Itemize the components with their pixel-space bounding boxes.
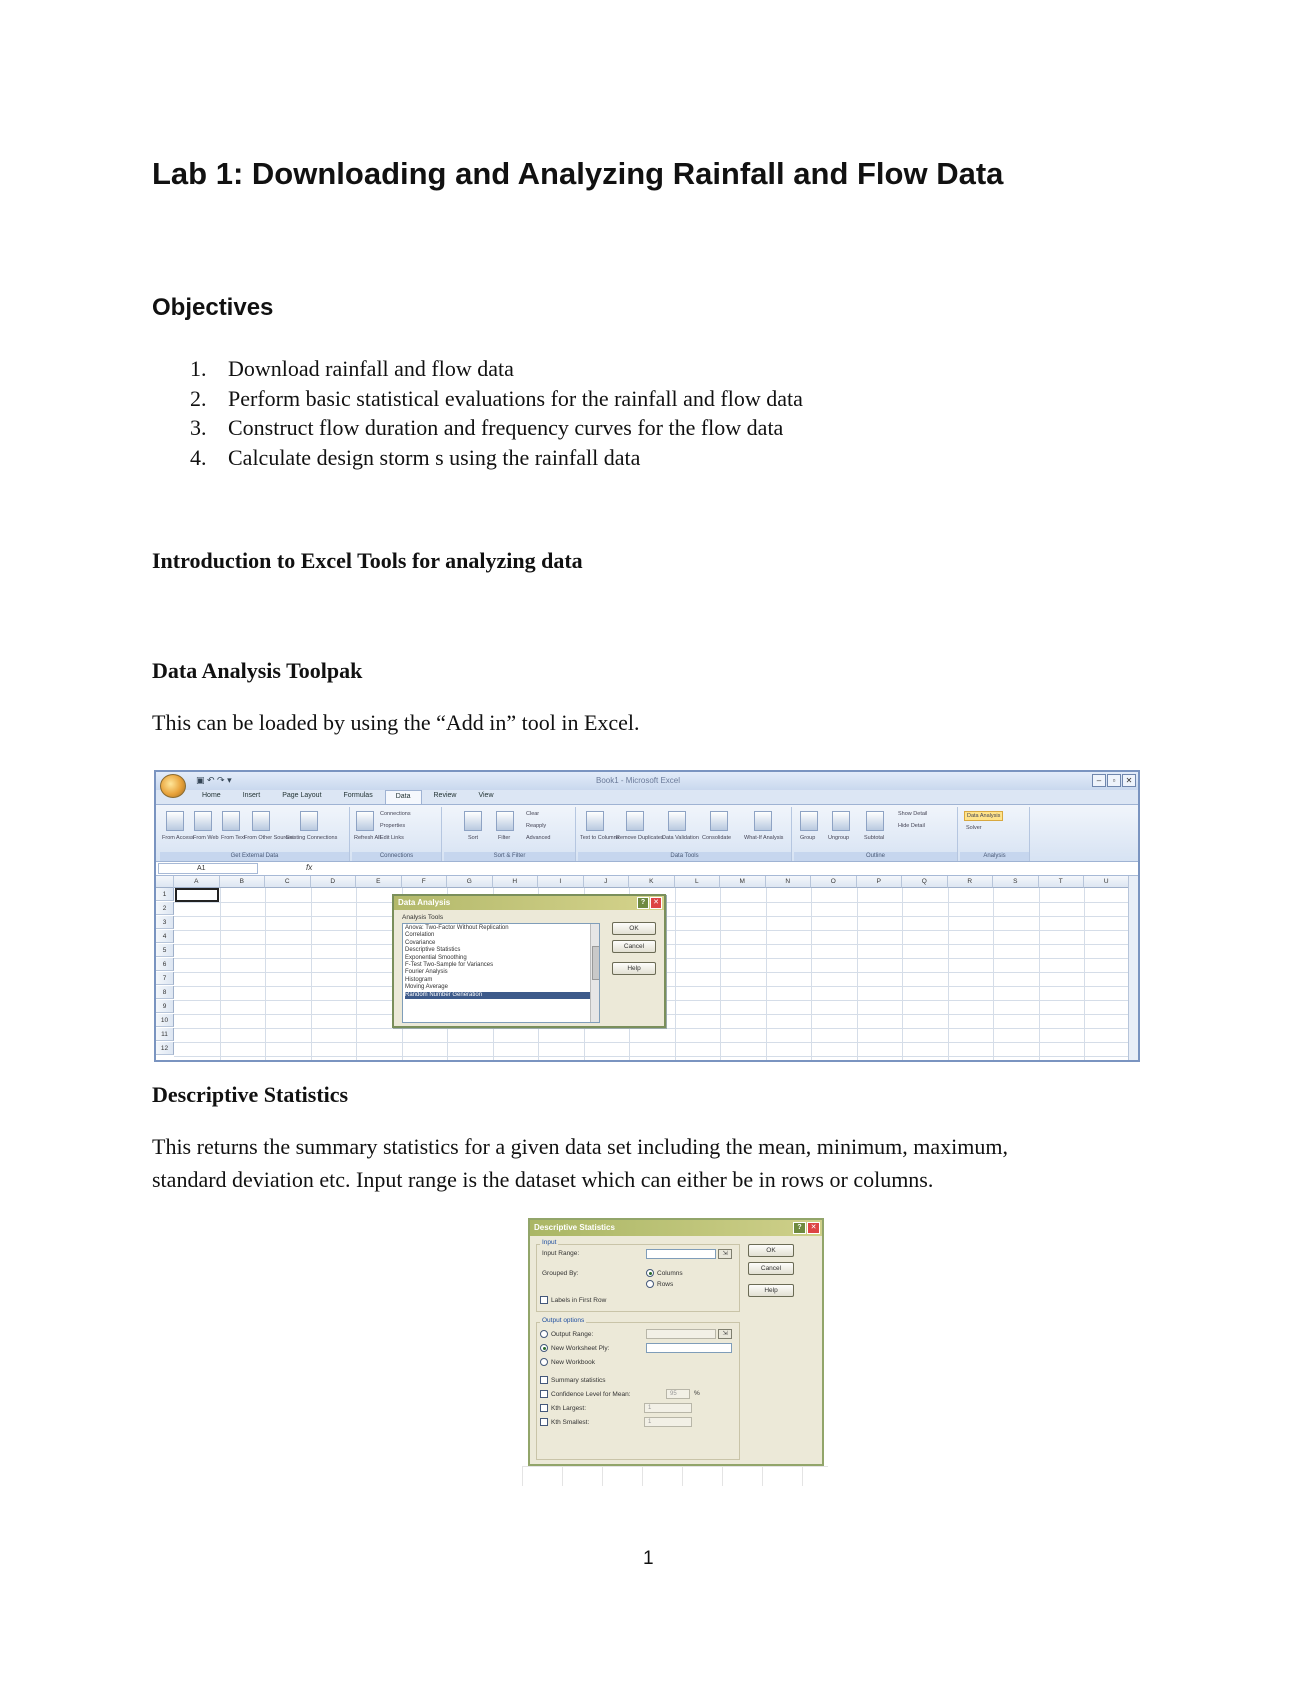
radio-icon bbox=[646, 1269, 654, 1277]
column-header[interactable]: O bbox=[811, 876, 857, 888]
close-icon[interactable]: ✕ bbox=[807, 1222, 820, 1234]
grid-line bbox=[720, 888, 721, 1062]
column-header[interactable]: F bbox=[402, 876, 448, 888]
analysis-tools-list[interactable] bbox=[402, 923, 600, 1023]
list-item: 4. Calculate design storm s using the rainfall data bbox=[190, 444, 641, 470]
group-connections: Refresh All Connections Properties Edit Links Connections bbox=[352, 807, 442, 861]
group-get-external-data: From Access From Web From Text From Other Sources Existing Connections Get External Data bbox=[160, 807, 350, 861]
summary-statistics-checkbox[interactable]: Summary statistics bbox=[540, 1376, 606, 1384]
column-header[interactable]: N bbox=[766, 876, 812, 888]
ribbon bbox=[156, 804, 1138, 862]
connections-button[interactable]: Connections bbox=[380, 811, 411, 817]
new-worksheet-radio[interactable]: New Worksheet Ply: bbox=[540, 1344, 609, 1352]
checkbox-icon bbox=[540, 1418, 548, 1426]
column-header[interactable]: U bbox=[1084, 876, 1130, 888]
edit-links-button[interactable]: Edit Links bbox=[380, 835, 404, 841]
existing-connections-icon[interactable] bbox=[300, 811, 318, 831]
tab-review[interactable]: Review bbox=[433, 792, 457, 799]
vertical-scrollbar[interactable] bbox=[1128, 876, 1138, 1062]
tab-page-layout[interactable]: Page Layout bbox=[282, 792, 322, 799]
from-access-icon[interactable] bbox=[166, 811, 184, 831]
descriptive-heading: Descriptive Statistics bbox=[152, 1082, 349, 1107]
consolidate-icon[interactable] bbox=[710, 811, 728, 831]
group-analysis: Data Analysis Solver Analysis bbox=[960, 807, 1030, 861]
new-workbook-radio[interactable]: New Workbook bbox=[540, 1358, 595, 1366]
row-header[interactable]: 10 bbox=[156, 1014, 174, 1027]
close-icon[interactable]: ✕ bbox=[1122, 774, 1136, 787]
list-item[interactable]: Histogram bbox=[405, 976, 433, 983]
row-header[interactable]: 7 bbox=[156, 972, 174, 985]
intro-heading: Introduction to Excel Tools for analyzing data bbox=[152, 548, 583, 573]
select-all-corner[interactable] bbox=[156, 876, 174, 888]
analysis-tools-label: Analysis Tools bbox=[402, 914, 444, 921]
from-other-sources-icon[interactable] bbox=[252, 811, 270, 831]
sort-icon[interactable] bbox=[464, 811, 482, 831]
checkbox-icon bbox=[540, 1404, 548, 1412]
data-analysis-button[interactable]: Data Analysis bbox=[964, 811, 1003, 821]
ok-button[interactable]: OK bbox=[748, 1244, 794, 1257]
descriptive-text-2: standard deviation etc. Input range is the dataset which can either be in rows or columns. bbox=[152, 1167, 934, 1192]
confidence-level-field[interactable]: 95 bbox=[666, 1389, 690, 1399]
column-header[interactable]: R bbox=[948, 876, 994, 888]
grid-line bbox=[174, 1056, 1140, 1057]
list-item[interactable]: Exponential Smoothing bbox=[405, 954, 467, 961]
column-header[interactable]: I bbox=[538, 876, 584, 888]
grid-line bbox=[948, 888, 949, 1062]
row-header[interactable]: 12 bbox=[156, 1042, 174, 1055]
grid-line bbox=[675, 888, 676, 1062]
labels-first-row-checkbox[interactable]: Labels in First Row bbox=[540, 1296, 606, 1304]
objectives-heading: Objectives bbox=[152, 294, 274, 321]
dialog-title: Data Analysis ? ✕ bbox=[394, 896, 664, 910]
checkbox-icon bbox=[540, 1296, 548, 1304]
column-header[interactable]: M bbox=[720, 876, 766, 888]
grid-line bbox=[311, 888, 312, 1062]
tab-data[interactable]: Data bbox=[385, 790, 422, 804]
radio-icon bbox=[540, 1358, 548, 1366]
column-header[interactable]: B bbox=[220, 876, 266, 888]
column-header[interactable]: G bbox=[447, 876, 493, 888]
from-text-icon[interactable] bbox=[222, 811, 240, 831]
list-item[interactable]: F-Test Two-Sample for Variances bbox=[405, 962, 494, 969]
grid-line bbox=[857, 888, 858, 1062]
radio-icon bbox=[646, 1280, 654, 1288]
column-header[interactable]: A bbox=[174, 876, 220, 888]
row-header[interactable]: 9 bbox=[156, 1000, 174, 1013]
refresh-all-icon[interactable] bbox=[356, 811, 374, 831]
grid-line bbox=[174, 1042, 1140, 1043]
descriptive-text-1: This returns the summary statistics for a given data set including the mean, minimum, maximum, bbox=[152, 1134, 1009, 1159]
confidence-level-checkbox[interactable]: Confidence Level for Mean: bbox=[540, 1390, 631, 1398]
group-icon[interactable] bbox=[800, 811, 818, 831]
grid-line bbox=[356, 888, 357, 1062]
excel-screenshot bbox=[154, 770, 1140, 1062]
what-if-analysis-icon[interactable] bbox=[754, 811, 772, 831]
remove-duplicates-icon[interactable] bbox=[626, 811, 644, 831]
tab-view[interactable]: View bbox=[478, 792, 494, 799]
dialog-title: Descriptive Statistics ? ✕ bbox=[530, 1220, 822, 1236]
text-to-columns-icon[interactable] bbox=[586, 811, 604, 831]
grid-line bbox=[1039, 888, 1040, 1062]
group-outline: Group Ungroup Subtotal Show Detail Hide Detail Outline bbox=[794, 807, 958, 861]
grid-line bbox=[220, 888, 221, 1062]
kth-smallest-checkbox[interactable]: Kth Smallest: bbox=[540, 1418, 589, 1426]
toolpak-heading: Data Analysis Toolpak bbox=[152, 658, 363, 683]
tab-insert[interactable]: Insert bbox=[242, 792, 261, 799]
output-range-field[interactable] bbox=[646, 1329, 716, 1339]
help-button[interactable]: Help bbox=[612, 962, 656, 975]
row-header[interactable]: 4 bbox=[156, 930, 174, 943]
grid-line bbox=[766, 888, 767, 1062]
fx-icon: fx bbox=[306, 863, 313, 872]
row-header[interactable]: 11 bbox=[156, 1028, 174, 1041]
solver-button[interactable]: Solver bbox=[966, 825, 982, 831]
checkbox-icon bbox=[540, 1390, 548, 1398]
grid-line bbox=[265, 888, 266, 1062]
cancel-button[interactable]: Cancel bbox=[612, 940, 656, 953]
list-item[interactable]: Covariance bbox=[405, 939, 436, 946]
quick-access-toolbar[interactable]: ▣ ↶ ↷ ▾ bbox=[196, 775, 232, 785]
list-item[interactable]: Descriptive Statistics bbox=[405, 947, 461, 954]
list-item[interactable]: Correlation bbox=[405, 932, 435, 939]
radio-icon bbox=[540, 1344, 548, 1352]
help-button[interactable]: Help bbox=[748, 1284, 794, 1297]
row-header[interactable]: 8 bbox=[156, 986, 174, 999]
cancel-button[interactable]: Cancel bbox=[748, 1262, 794, 1275]
row-header[interactable]: 3 bbox=[156, 916, 174, 929]
columns-radio[interactable]: Columns bbox=[646, 1269, 683, 1277]
kth-largest-checkbox[interactable]: Kth Largest: bbox=[540, 1404, 586, 1412]
page-title: Lab 1: Downloading and Analyzing Rainfall and Flow Data bbox=[152, 156, 1004, 191]
row-header[interactable]: 2 bbox=[156, 902, 174, 915]
column-header[interactable]: J bbox=[584, 876, 630, 888]
column-header[interactable]: C bbox=[265, 876, 311, 888]
range-picker-icon[interactable]: ⇲ bbox=[718, 1329, 732, 1339]
name-box[interactable]: A1 bbox=[158, 863, 258, 874]
list-scrollbar[interactable] bbox=[590, 924, 599, 1022]
ungroup-icon[interactable] bbox=[832, 811, 850, 831]
list-item: 3. Construct flow duration and frequency curves for the flow data bbox=[190, 415, 784, 440]
worksheet-background bbox=[522, 1466, 828, 1486]
data-analysis-dialog bbox=[392, 894, 666, 1028]
hide-detail-button[interactable]: Hide Detail bbox=[898, 823, 925, 829]
excel-title-bar bbox=[156, 772, 1138, 790]
grid-line bbox=[811, 888, 812, 1062]
toolpak-text: This can be loaded by using the “Add in” tool in Excel. bbox=[152, 710, 640, 735]
objectives-list bbox=[190, 354, 803, 472]
radio-icon bbox=[540, 1330, 548, 1338]
column-header[interactable]: Q bbox=[902, 876, 948, 888]
rows-radio[interactable]: Rows bbox=[646, 1280, 673, 1288]
list-item-selected[interactable]: Random Number Generation bbox=[405, 992, 597, 999]
column-header[interactable]: L bbox=[675, 876, 721, 888]
ok-button[interactable]: OK bbox=[612, 922, 656, 935]
clear-button[interactable]: Clear bbox=[526, 811, 540, 817]
column-header[interactable]: D bbox=[311, 876, 357, 888]
group-data-tools: Text to Columns Remove Duplicates Data Validation Consolidate What-If Analysis Data Tools bbox=[578, 807, 792, 861]
grid-line bbox=[902, 888, 903, 1062]
list-item[interactable]: Moving Average bbox=[405, 984, 448, 991]
input-range-field[interactable] bbox=[646, 1249, 716, 1259]
properties-button[interactable]: Properties bbox=[380, 823, 406, 829]
grid-line bbox=[1084, 888, 1085, 1062]
list-item: 1. Download rainfall and flow data bbox=[190, 356, 514, 381]
column-header[interactable]: S bbox=[993, 876, 1039, 888]
column-header[interactable]: H bbox=[493, 876, 539, 888]
list-item[interactable]: Anova: Two-Factor Without Replication bbox=[405, 925, 509, 931]
office-button-icon[interactable] bbox=[160, 774, 186, 798]
group-sort-filter: Sort Filter Clear Reapply Advanced Sort & Filter bbox=[444, 807, 576, 861]
column-header[interactable]: P bbox=[857, 876, 903, 888]
reapply-button[interactable]: Reapply bbox=[526, 823, 547, 829]
column-header[interactable]: E bbox=[356, 876, 402, 888]
grid-line bbox=[993, 888, 994, 1062]
tab-formulas[interactable]: Formulas bbox=[343, 792, 373, 799]
maximize-icon[interactable]: ▫ bbox=[1107, 774, 1121, 787]
minimize-icon[interactable]: – bbox=[1092, 774, 1106, 787]
list-item: 2. Perform basic statistical evaluations for the rainfall and flow data bbox=[190, 385, 803, 411]
page-number: 1 bbox=[643, 1548, 654, 1569]
new-worksheet-field[interactable] bbox=[646, 1343, 732, 1353]
list-item[interactable]: Fourier Analysis bbox=[405, 969, 448, 976]
column-header[interactable]: K bbox=[629, 876, 675, 888]
filter-icon[interactable] bbox=[496, 811, 514, 831]
selected-cell[interactable] bbox=[175, 888, 219, 902]
checkbox-icon bbox=[540, 1376, 548, 1384]
window-title: Book1 - Microsoft Excel bbox=[596, 776, 681, 785]
help-icon[interactable]: ? bbox=[793, 1222, 806, 1234]
help-icon[interactable]: ? bbox=[637, 897, 649, 909]
descriptive-statistics-dialog: Descriptive Statistics ? ✕ Input Input Range: ⇲ Grouped By: Columns Rows Labels in First Row Output options Output Range: ⇲ New Worksheet Ply: New Workbook Summary statistics Confidence Level for Mean: 95 % Kth Largest: 1 Kth Smallest: 1 OK Cancel Help bbox=[528, 1218, 824, 1466]
advanced-button[interactable]: Advanced bbox=[526, 835, 551, 841]
column-header[interactable]: T bbox=[1039, 876, 1085, 888]
kth-largest-field[interactable]: 1 bbox=[644, 1403, 692, 1413]
kth-smallest-field[interactable]: 1 bbox=[644, 1417, 692, 1427]
grid-line bbox=[174, 1028, 1140, 1029]
from-web-icon[interactable] bbox=[194, 811, 212, 831]
range-picker-icon[interactable]: ⇲ bbox=[718, 1249, 732, 1259]
close-icon[interactable]: ✕ bbox=[650, 897, 662, 909]
row-header[interactable]: 1 bbox=[156, 888, 174, 901]
row-header[interactable]: 5 bbox=[156, 944, 174, 957]
data-validation-icon[interactable] bbox=[668, 811, 686, 831]
ribbon-tabs bbox=[192, 790, 504, 804]
subtotal-icon[interactable] bbox=[866, 811, 884, 831]
tab-home[interactable]: Home bbox=[202, 792, 221, 799]
output-range-radio[interactable]: Output Range: bbox=[540, 1330, 593, 1338]
formula-bar bbox=[156, 862, 1138, 876]
show-detail-button[interactable]: Show Detail bbox=[898, 811, 928, 817]
row-header[interactable]: 6 bbox=[156, 958, 174, 971]
